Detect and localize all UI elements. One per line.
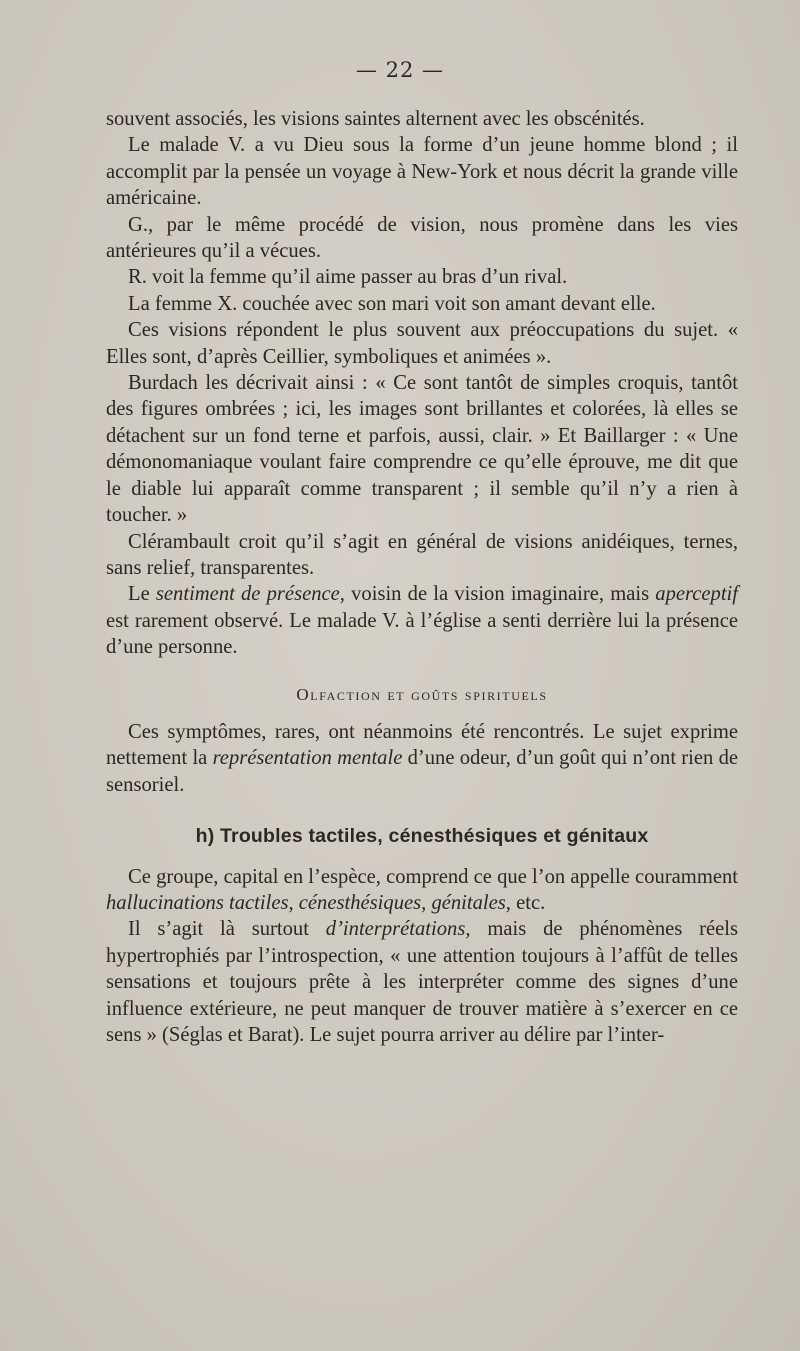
italic-term: aperceptif	[655, 583, 738, 606]
italic-term: représentation mentale	[212, 747, 403, 770]
text-run: voisin de la vision imaginaire, mais	[344, 583, 656, 606]
paragraph-olfaction	[106, 719, 738, 798]
text-run: Il s’agit là surtout	[128, 918, 326, 941]
paragraph-interpretation	[106, 916, 738, 1048]
paragraph-groupe	[106, 864, 738, 917]
italic-term: d’interprétations,	[325, 918, 471, 941]
paragraph: Ces visions répondent le plus souvent aux préoccupations du sujet. « Elles sont, d’après Ceillier, symboliques et animées ».	[106, 319, 738, 368]
section-subheading: Olfaction et goûts spirituels	[296, 684, 548, 704]
paragraph: R. voit la femme qu’il aime passer au bras d’un rival.	[128, 266, 568, 289]
paragraph: La femme X. couchée avec son mari voit son amant devant elle.	[128, 292, 656, 315]
text-run: etc.	[510, 891, 546, 914]
text-run: mais de phénomènes réels hypertrophiés par l’introspection, « une attention toujours à l’affût de telles sensations et toujours prête à les interpréter comme des signes d’une influence extérieure, ne peut manquer de trouver matière à s’exercer en ce sens » (Séglas et Barat). Le sujet pourra arriver au délire par l’inter-	[106, 918, 738, 1046]
italic-term: hallucinations tactiles, cénesthésiques, génitales,	[106, 891, 511, 914]
page-number: — 22 —	[355, 58, 445, 82]
paragraph: Le malade V. a vu Dieu sous la forme d’un jeune homme blond ; il accomplit par la pensée un voyage à New-York et nous décrit la grande ville américaine.	[106, 134, 738, 210]
text-run: Ces symptômes, rares, ont néanmoins été rencontrés. Le sujet exprime nettement la	[106, 720, 738, 770]
paragraph: souvent associés, les visions saintes alternent avec les obscénités.	[106, 108, 645, 130]
paragraph-presence	[106, 581, 738, 660]
section-heading: h) Troubles tactiles, cénesthésiques et génitaux	[195, 825, 649, 848]
text-run: Ce groupe, capital en l’espèce, comprend ce que l’on appelle couramment	[128, 865, 738, 888]
text-run: d’une odeur, d’un goût qui n’ont rien de sensoriel.	[106, 747, 739, 796]
text-run: Le	[128, 583, 156, 606]
paragraph: G., par le même procédé de vision, nous promène dans les vies antérieures qu’il a vécues.	[106, 213, 738, 263]
italic-term: sentiment de présence,	[155, 583, 345, 606]
page-body	[106, 106, 738, 1048]
paragraph: Burdach les décrivait ainsi : « Ce sont tantôt de simples croquis, tantôt des figures ombrées ; ici, les images sont brillantes et colorées, là elles se détachent sur un fond terne et parfois, aussi, clair. » Et Baillarger : « Une démonomaniaque voulant faire comprendre ce qu’elle éprouve, me dit que le diable lui apparaît comme transparent ; il semble qu’il n’y a rien à toucher. »	[106, 372, 738, 527]
paragraph: Clérambault croit qu’il s’agit en général de visions anidéiques, ternes, sans relief, transparentes.	[106, 530, 738, 579]
text-run: est rarement observé. Le malade V. à l’église a senti derrière lui la présence d’une personne.	[106, 609, 738, 659]
